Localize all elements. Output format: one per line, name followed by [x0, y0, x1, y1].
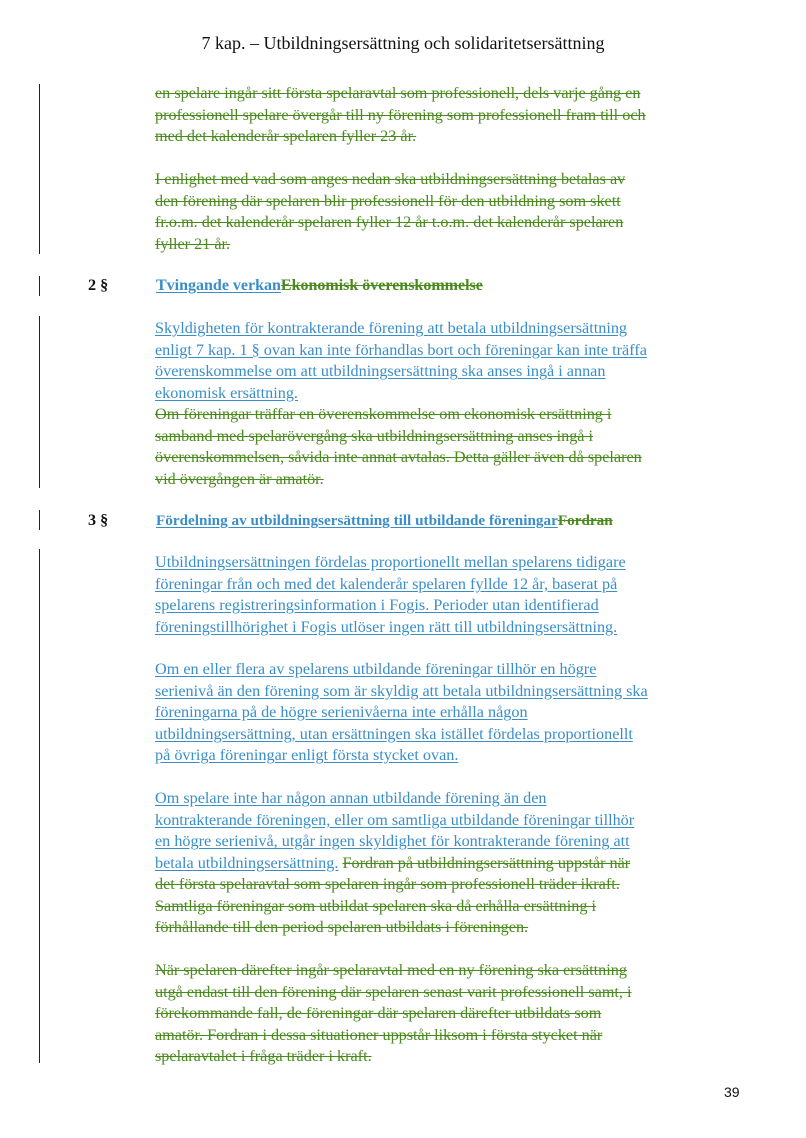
page-header: 7 kap. – Utbildningsersättning och solidaritetsersättning [201, 33, 605, 53]
section3-paragraph-1 [155, 552, 755, 638]
text-line: amatör. Fordran i dessa situationer uppstår liksom i första stycket när [155, 1025, 603, 1044]
section2-body [155, 318, 755, 490]
text-line: Om spelare inte har någon annan utbildande förening än den [155, 789, 547, 807]
change-bar [39, 84, 40, 254]
text-line: fyller 21 år. [155, 234, 231, 253]
text-line: förekommande fall, de föreningar där spelaren därefter utbildats som [155, 1004, 602, 1022]
text-line: spelarens registreringsinformation i Fogis. Perioder utan identifierad [155, 596, 599, 614]
text-line: Om föreningar träffar en överenskommelse om ekonomisk ersättning i [155, 405, 612, 423]
heading-deleted: Fordran [557, 512, 613, 529]
text-line: serienivå än den förening som är skyldig att betala utbildningsersättning ska [155, 681, 648, 700]
text-line: I enlighet med vad som anges nedan ska utbildningsersättning betalas av [155, 170, 626, 188]
heading-deleted: Ekonomisk överenskommelse [280, 277, 483, 294]
text-line: Om en eller flera av spelarens utbildande föreningar tillhör en högre [155, 660, 597, 678]
section3-paragraph-3 [155, 788, 755, 939]
text-line: föreningar från och med det kalenderår spelaren fyllde 12 år, baserat på [155, 574, 618, 593]
text-line: När spelaren därefter ingår spelaravtal med en ny förening ska ersättning [155, 961, 627, 979]
section3-paragraph-2 [155, 659, 755, 767]
section-number: 3 § [88, 511, 109, 529]
inserted-text: betala utbildningsersättning. [155, 853, 339, 872]
text-line-mixed [155, 853, 755, 875]
text-line: en spelare ingår sitt första spelaravtal som professionell, dels varje gång en [155, 84, 641, 102]
text-line: fr.o.m. det kalenderår spelaren fyller 12 år t.o.m. det kalenderår spelaren [155, 213, 624, 231]
text-line: utbildningsersättning, utan ersättningen ska istället fördelas proportionellt [155, 724, 633, 743]
heading-inserted: Tvingande verkan [156, 277, 281, 294]
text-line: överenskommelse om att utbildningsersättning ska anses ingå i annan [155, 362, 606, 380]
text-line: professionell spelare övergår till ny förening som professionell fram till och [155, 105, 646, 124]
text-line: utgå endast till den förening där spelaren senast varit professionell samt, i [155, 982, 632, 1001]
section-heading [156, 275, 483, 297]
text-line: den förening där spelaren blir professionell för den utbildning som skett [155, 191, 621, 210]
section-heading [156, 510, 613, 532]
text-line: enligt 7 kap. 1 § ovan kan inte förhandlas bort och föreningar kan inte träffa [155, 340, 647, 359]
text-line: en högre serienivå, utgår ingen skyldighet för kontrakterande förening att [155, 832, 630, 850]
text-line: på övriga föreningar enligt första stycket ovan. [155, 746, 459, 764]
deleted-text: Fordran på utbildningsersättning uppstår när [342, 853, 631, 872]
text-line: Utbildningsersättningen fördelas proportionellt mellan spelarens tidigare [155, 553, 626, 571]
page-number: 39 [724, 1084, 740, 1100]
text-line: Samtliga föreningar som utbildat spelaren ska då erhålla ersättning i [155, 896, 596, 915]
text-line: vid övergången är amatör. [155, 469, 324, 488]
text-line: spelaravtalet i fråga träder i kraft. [155, 1047, 372, 1065]
text-line: överenskommelsen, såvida inte annat avtalas. Detta gäller även då spelaren [155, 448, 642, 466]
text-line: samband med spelarövergång ska utbildningsersättning anses ingå i [155, 426, 594, 445]
heading-inserted: Fördelning av utbildningsersättning till utbildande föreningar [156, 512, 558, 529]
text-line: föreningstillhörighet i Fogis utlöser ingen rätt till utbildningsersättning. [155, 617, 618, 636]
change-bar [39, 276, 40, 296]
text-line: föreningarna på de högre serienivåerna inte erhålla någon [155, 703, 528, 721]
text-line: med det kalenderår spelaren fyller 23 år. [155, 127, 417, 145]
text-line: det första spelaravtal som spelaren ingår som professionell träder ikraft. [155, 875, 620, 893]
intro-paragraph-1 [155, 83, 755, 148]
change-bar [39, 510, 40, 530]
section3-paragraph-4 [155, 960, 755, 1068]
change-bar [39, 549, 40, 1063]
text-line: Skyldigheten för kontrakterande förening att betala utbildningsersättning [155, 319, 628, 337]
text-line: ekonomisk ersättning. [155, 383, 298, 402]
intro-paragraph-2 [155, 169, 755, 255]
text-line: förhållande till den period spelaren utbildats i föreningen. [155, 918, 529, 936]
change-bar [39, 316, 40, 488]
section-number: 2 § [88, 276, 109, 294]
text-line: kontrakterande föreningen, eller om samtliga utbildande föreningar tillhör [155, 810, 635, 829]
